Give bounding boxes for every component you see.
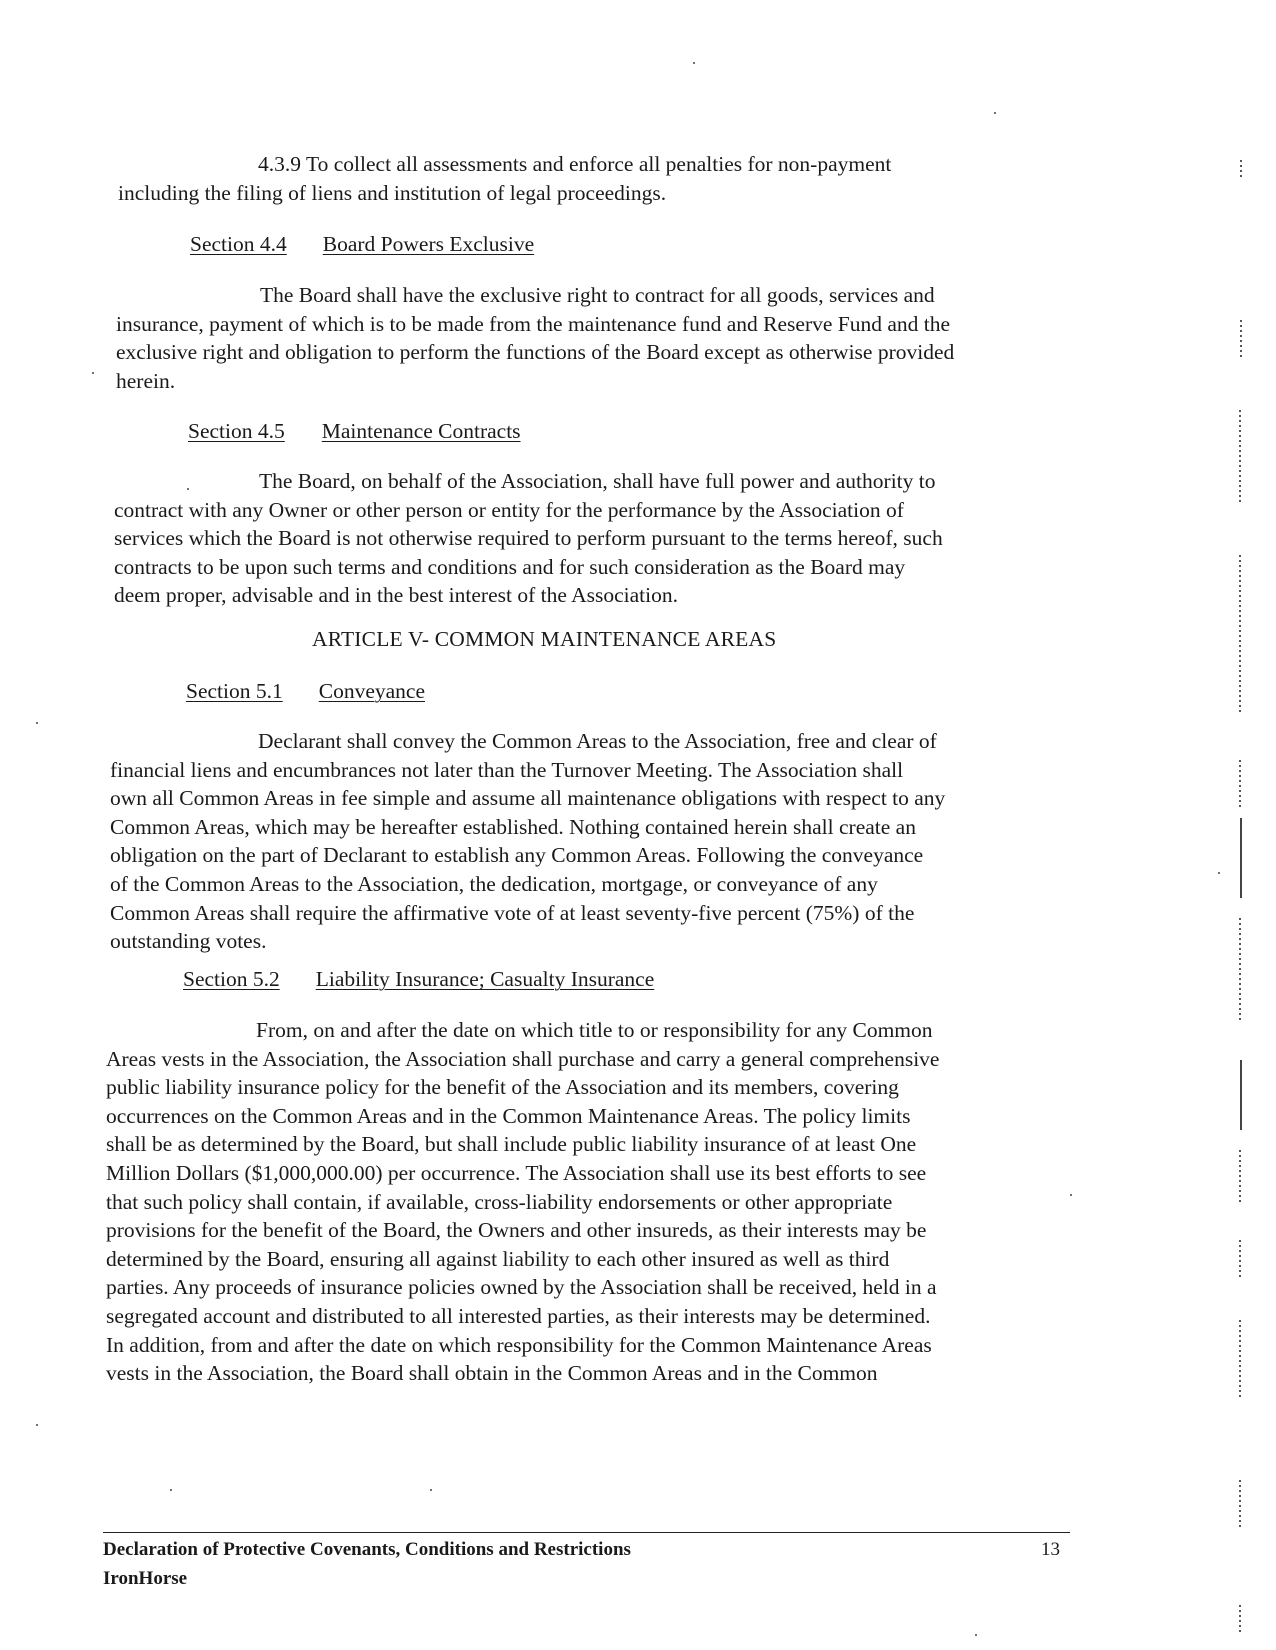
scan-edge-line <box>1239 1240 1241 1280</box>
scan-speck <box>187 488 189 490</box>
section-number: Section 5.2 <box>183 967 280 991</box>
scan-edge-line <box>1239 1605 1241 1635</box>
section-4-4-body: The Board shall have the exclusive right to contract for all goods, services and insurance, payment of which is to be made from the maintenance fund and Reserve Fund and the exclusive right and obligation to perform the functions of the Board except as otherwise provided herein. <box>116 283 955 393</box>
scan-speck <box>994 112 996 114</box>
scan-edge-line <box>1239 1320 1241 1400</box>
page-number: 13 <box>1041 1539 1060 1560</box>
scan-edge-line <box>1239 555 1241 715</box>
section-4-4-heading <box>190 230 534 258</box>
scan-edge-line <box>1239 760 1241 810</box>
scan-edge-line <box>1239 918 1241 1023</box>
section-4-5-heading <box>188 417 521 445</box>
article-5-title: ARTICLE V- COMMON MAINTENANCE AREAS <box>312 627 777 651</box>
scan-speck <box>92 372 94 374</box>
section-title: Liability Insurance; Casualty Insurance <box>315 967 655 991</box>
scan-speck <box>430 1489 432 1491</box>
scan-edge-line <box>1240 818 1242 898</box>
footer-title: Declaration of Protective Covenants, Conditions and Restrictions <box>103 1539 631 1560</box>
scan-edge-line <box>1240 1060 1242 1130</box>
scan-speck <box>36 722 38 724</box>
item-number: 4.3.9 <box>258 152 301 176</box>
section-title: Maintenance Contracts <box>321 419 521 443</box>
footer-divider <box>103 1532 1070 1533</box>
footer-subtitle: IronHorse <box>103 1568 188 1589</box>
section-number: Section 4.4 <box>190 232 287 256</box>
item-text: To collect all assessments and enforce all penalties for non-payment including the filing of liens and institution of legal proceedings. <box>118 152 892 205</box>
scan-speck <box>693 62 695 64</box>
section-5-1-heading <box>186 677 425 705</box>
scan-edge-line <box>1239 1150 1241 1205</box>
section-title: Board Powers Exclusive <box>322 232 535 256</box>
section-number: Section 4.5 <box>188 419 285 443</box>
section-number: Section 5.1 <box>186 679 283 703</box>
section-5-2-body: From, on and after the date on which title to or responsibility for any Common Areas vests in the Association, the Association shall purchase and carry a general comprehensive public liability insurance policy for the benefit of the Association and its members, covering occurrences on the Common Areas and in the Common Maintenance Areas. The policy limits shall be as determined by the Board, but shall include public liability insurance of at least One Million Dollars ($1,000,000.00) per occurrence. The Association shall use its best efforts to see that such policy shall contain, if available, cross-liability endorsements or other appropriate provisions for the benefit of the Board, the Owners and other insureds, as their interests may be determined by the Board, ensuring all against liability to each other insured as well as third parties. Any proceeds of insurance policies owned by the Association shall be received, held in a segregated account and distributed to all interested parties, as their interests may be determined. In addition, from and after the date on which responsibility for the Common Maintenance Areas vests in the Association, the Board shall obtain in the Common Areas and in the Common <box>106 1018 940 1386</box>
scan-edge-line <box>1240 160 1242 178</box>
scan-speck <box>1070 1194 1072 1196</box>
scan-speck <box>1218 872 1220 874</box>
scan-edge-line <box>1239 1480 1241 1530</box>
section-title: Conveyance <box>318 679 426 703</box>
scan-speck <box>170 1489 172 1491</box>
section-5-2-heading <box>183 965 654 993</box>
section-5-1-body: Declarant shall convey the Common Areas to the Association, free and clear of financial liens and encumbrances not later than the Turnover Meeting. The Association shall own all Common Areas in fee simple and assume all maintenance obligations with respect to any Common Areas, which may be hereafter established. Nothing contained herein shall create an obligation on the part of Declarant to establish any Common Areas. Following the conveyance of the Common Areas to the Association, the dedication, mortgage, or conveyance of any Common Areas shall require the affirmative vote of at least seventy-five percent (75%) of the outstanding votes. <box>110 729 946 954</box>
section-4-5-body: The Board, on behalf of the Association, shall have full power and authority to contract with any Owner or other person or entity for the performance by the Association of services which the Board is not otherwise required to perform pursuant to the terms hereof, such contracts to be upon such terms and conditions and for such consideration as the Board may deem proper, advisable and in the best interest of the Association. <box>114 469 943 608</box>
scan-speck <box>36 1424 38 1426</box>
scan-speck <box>975 1634 977 1636</box>
scan-edge-line <box>1239 410 1241 505</box>
item-4-3-9 <box>118 150 1118 207</box>
scan-edge-line <box>1240 320 1242 360</box>
